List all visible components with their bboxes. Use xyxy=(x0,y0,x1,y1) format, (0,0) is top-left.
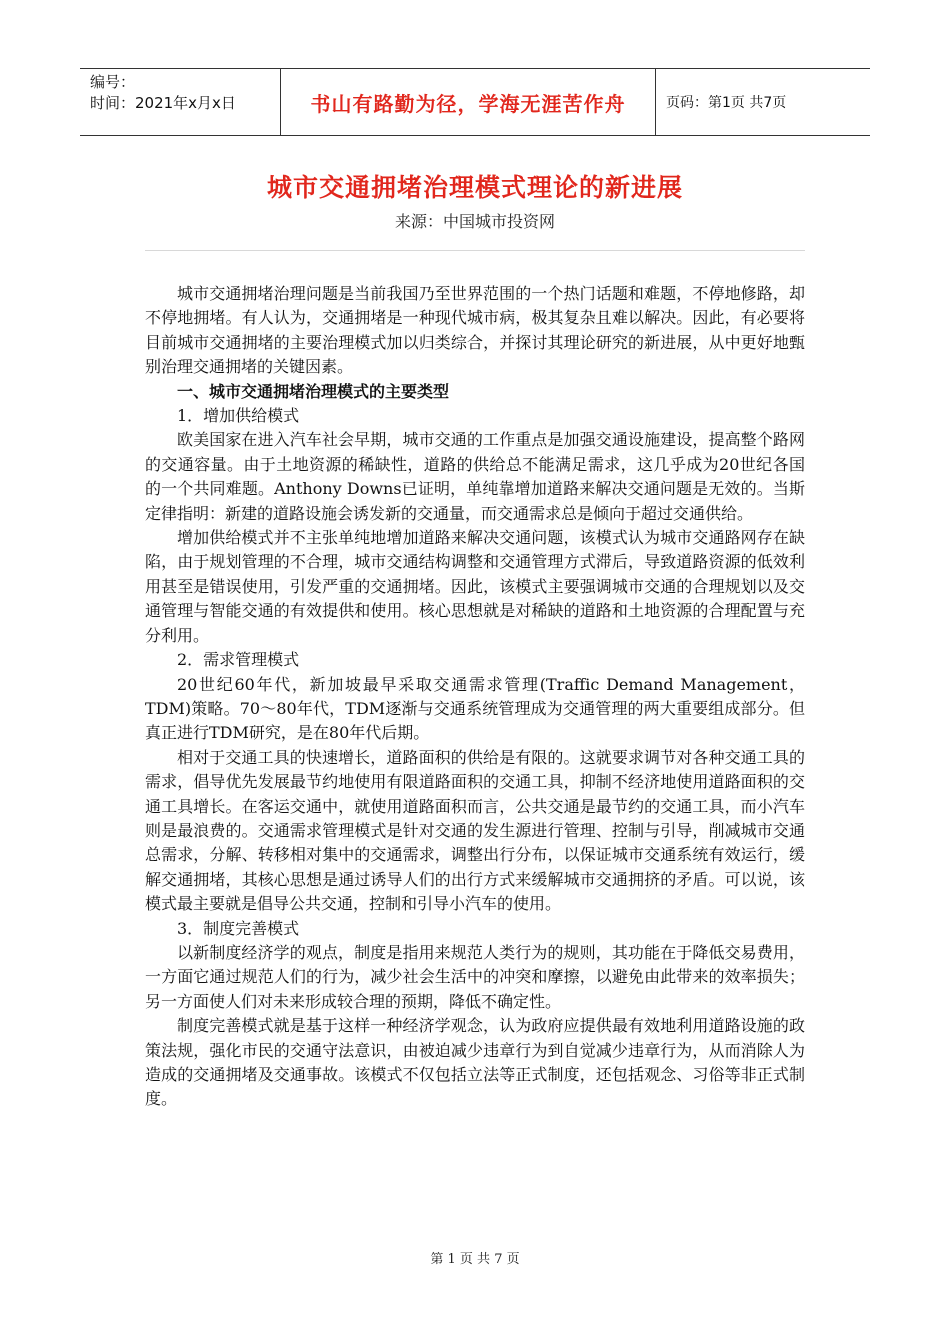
subsection-heading: 3．制度完善模式 xyxy=(177,918,300,938)
header-motto: 书山有路勤为径，学海无涯苦作舟 xyxy=(280,69,656,135)
paragraph: 欧美国家在进入汽车社会早期，城市交通的工作重点是加强交通设施建设，提高整个路网的交通容量。由于土地资源的稀缺性，道路的供给总不能满足需求，这几乎成为20世纪各国的一个共同难题。Anthony Downs已证明，单纯靠增加道路来解决交通问题是无效的。当斯定律指明：新建的道路设施会诱发新的交通量，而交通需求总是倾向于超过交通供给。 xyxy=(145,430,805,523)
subsection-heading: 1．增加供给模式 xyxy=(177,406,300,426)
section-heading: 一、城市交通拥堵治理模式的主要类型 xyxy=(177,381,450,401)
subsection-heading: 2．需求管理模式 xyxy=(177,650,300,670)
header-meta xyxy=(80,69,280,135)
header-page-info: 页码：第1页 共7页 xyxy=(666,95,787,111)
paragraph: 20世纪60年代，新加坡最早采取交通需求管理(Traffic Demand Management，TDM)策略。70～80年代，TDM逐渐与交通系统管理成为交通管理的两大重要组成部分。但真正进行TDM研究，是在80年代后期。 xyxy=(145,674,805,743)
date-line: 时间：2021年x月x日 xyxy=(90,94,236,112)
article-title: 城市交通拥堵治理模式理论的新进展 xyxy=(266,173,683,202)
paragraph: 增加供给模式并不主张单纯地增加道路来解决交通问题，该模式认为城市交通路网存在缺陷，由于规划管理的不合理，城市交通结构调整和交通管理方式滞后，导致道路资源的低效利用甚至是错误使用，引发严重的交通拥堵。因此，该模式主要强调城市交通的合理规划以及交通管理与智能交通的有效提供和使用。核心思想就是对稀缺的道路和土地资源的合理配置与充分利用。 xyxy=(145,528,805,645)
serial-number-label: 编号： xyxy=(90,73,136,91)
page-footer: 第 1 页 共 7 页 xyxy=(430,1252,520,1267)
paragraph: 制度完善模式就是基于这样一种经济学观念，认为政府应提供最有效地利用道路设施的政策法规，强化市民的交通守法意识，由被迫减少违章行为到自觉减少违章行为，从而消除人为造成的交通拥堵及交通事故。该模式不仅包括立法等正式制度，还包括观念、习俗等非正式制度。 xyxy=(145,1016,805,1109)
article-source: 来源：中国城市投资网 xyxy=(394,212,555,231)
document-header xyxy=(80,68,870,136)
article-body xyxy=(145,282,805,1112)
paragraph-intro: 城市交通拥堵治理问题是当前我国乃至世界范围的一个热门话题和难题，不停地修路，却不停地拥堵。有人认为，交通拥堵是一种现代城市病，极其复杂且难以解决。因此，有必要将目前城市交通拥堵的主要治理模式加以归类综合，并探讨其理论研究的新进展，从中更好地甄别治理交通拥堵的关键因素。 xyxy=(145,284,805,377)
title-divider xyxy=(145,250,805,251)
paragraph: 相对于交通工具的快速增长，道路面积的供给是有限的。这就要求调节对各种交通工具的需求，倡导优先发展最节约地使用有限道路面积的交通工具，抑制不经济地使用道路面积的交通工具增长。在客运交通中，就使用道路面积而言，公共交通是最节约的交通工具，而小汽车则是最浪费的。交通需求管理模式是针对交通的发生源进行管理、控制与引导，削减城市交通总需求，分解、转移相对集中的交通需求，调整出行分布，以保证城市交通系统有效运行，缓解交通拥堵，其核心思想是通过诱导人们的出行方式来缓解城市交通拥挤的矛盾。可以说，该模式最主要就是倡导公共交通，控制和引导小汽车的使用。 xyxy=(145,747,805,914)
paragraph: 以新制度经济学的观点，制度是指用来规范人类行为的规则，其功能在于降低交易费用，一方面它通过规范人们的行为，减少社会生活中的冲突和摩擦，以避免由此带来的效率损失；另一方面使人们对未来形成较合理的预期，降低不确定性。 xyxy=(145,942,805,1011)
